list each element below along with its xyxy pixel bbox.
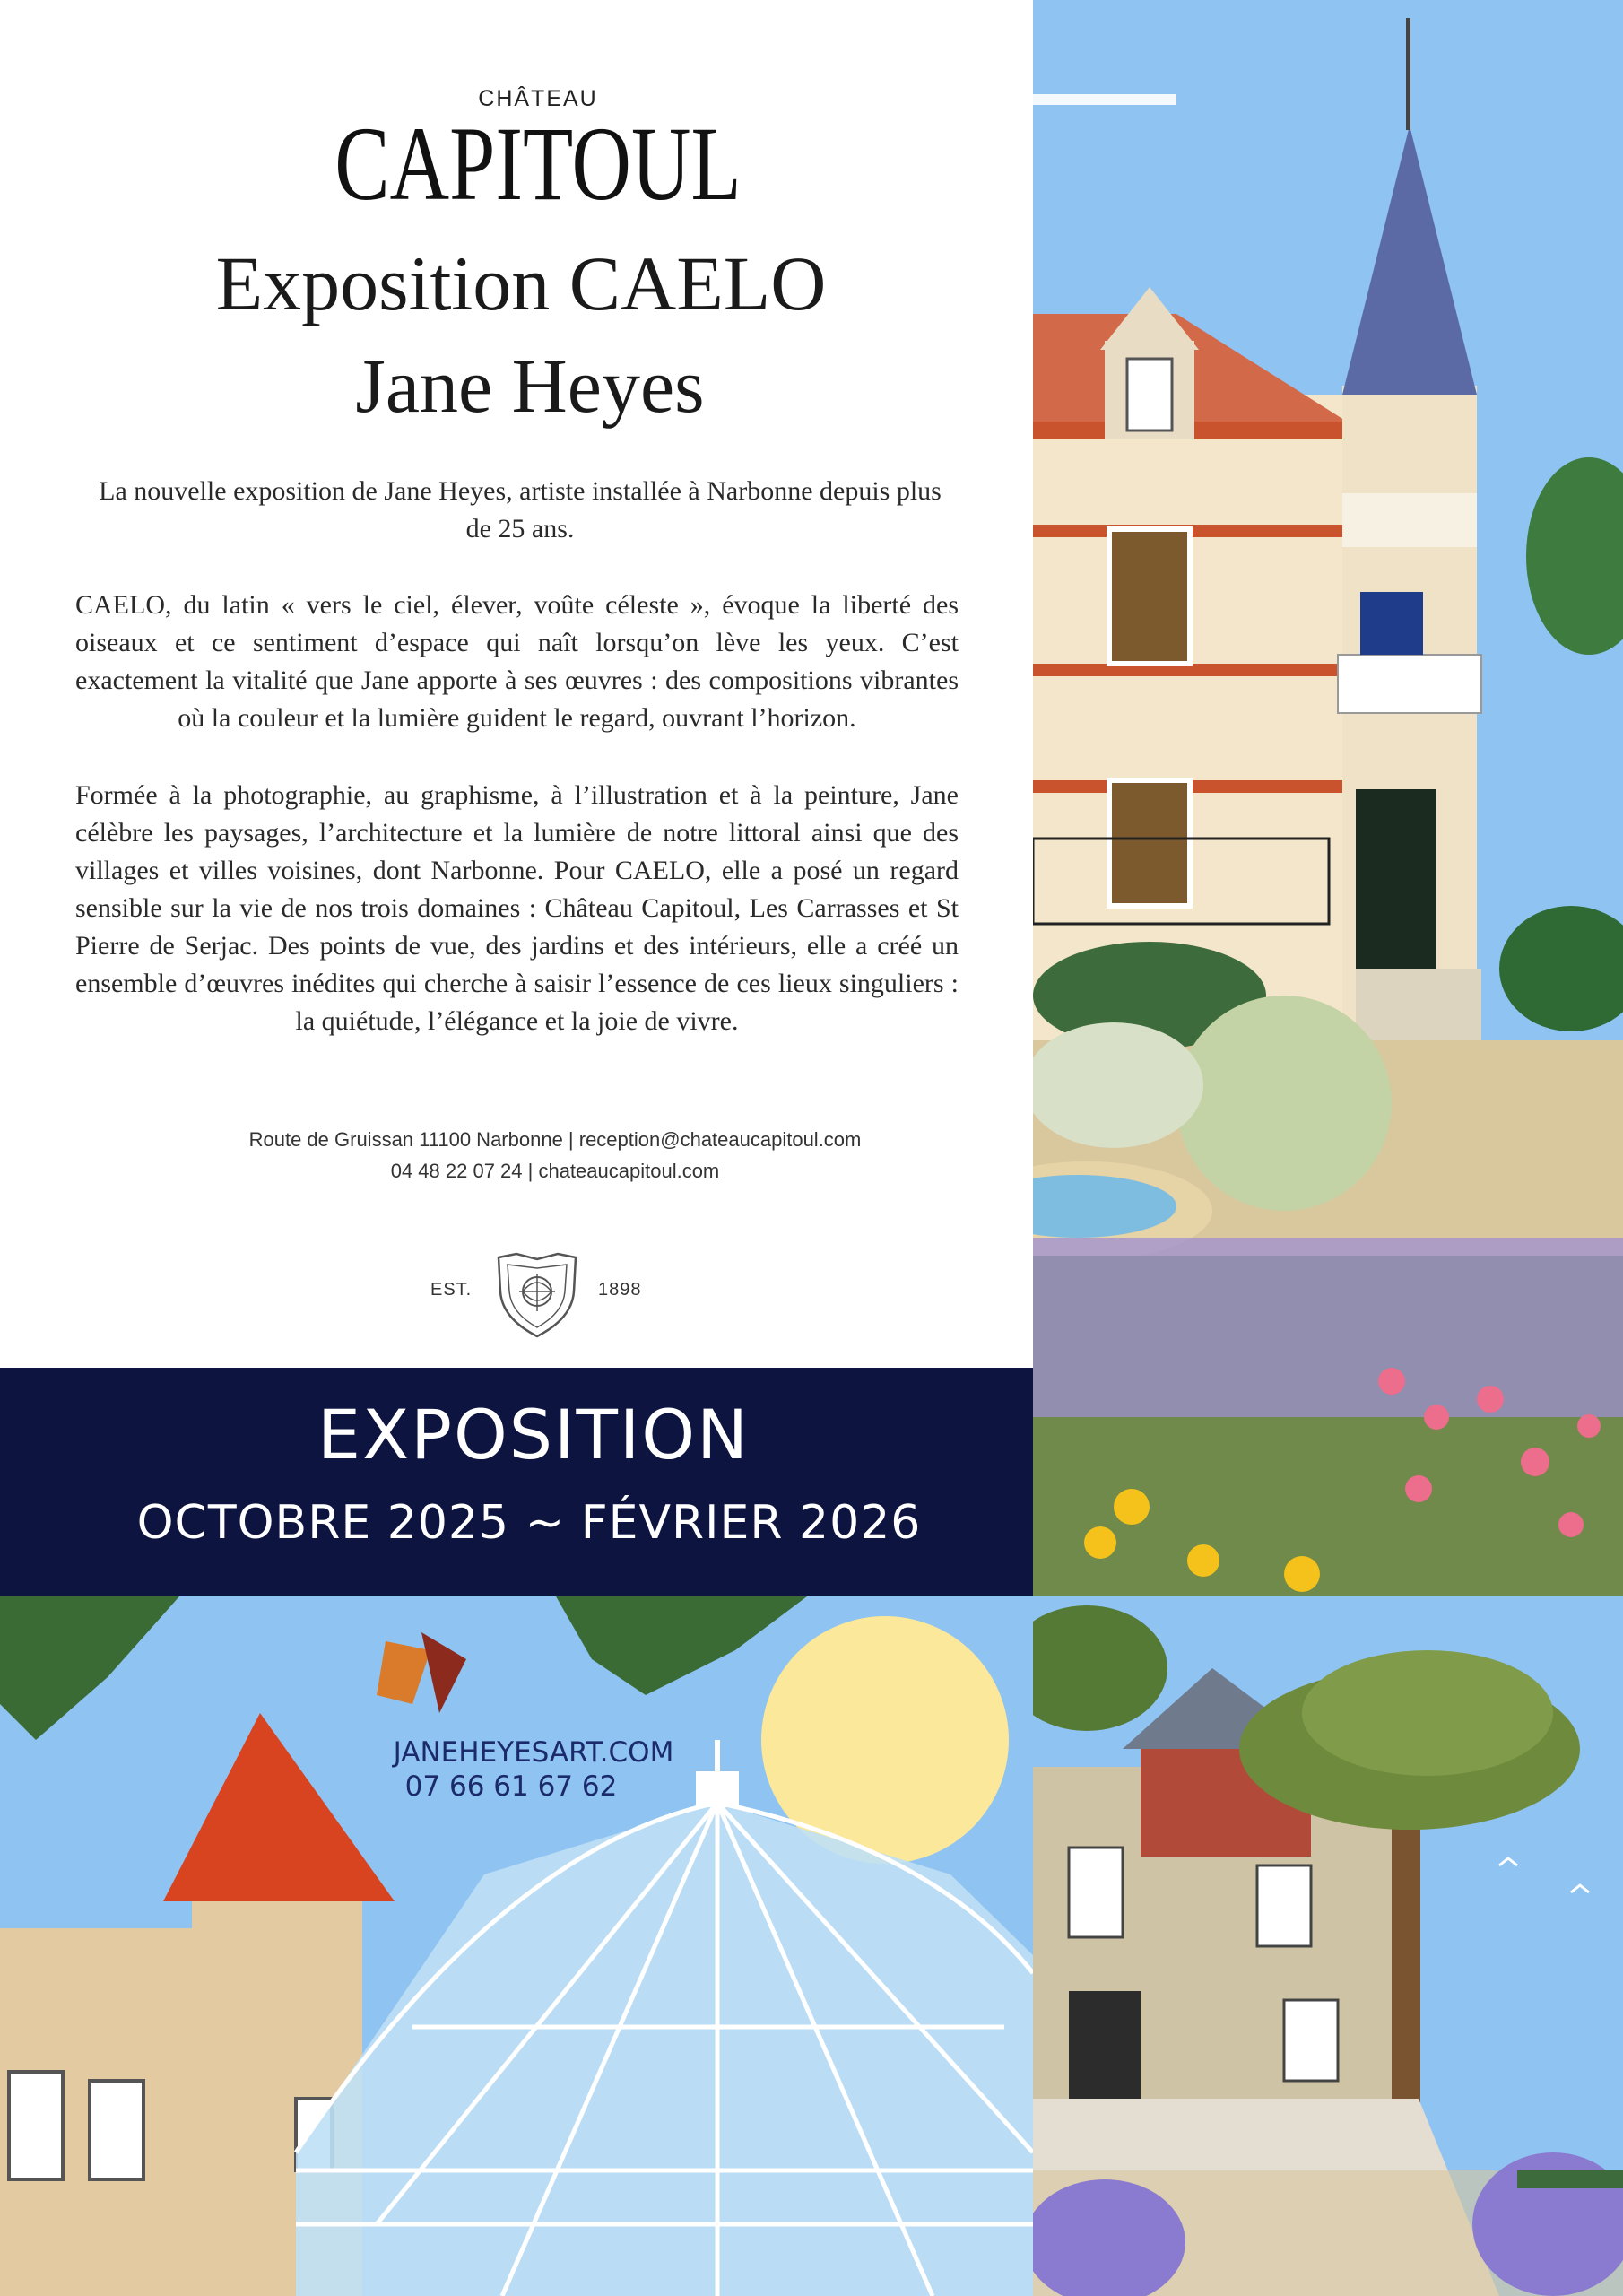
chateau-palm-illustration [1033,1596,1623,2296]
brand-chateau-label: CHÂTEAU [478,86,598,111]
crest-emblem-icon [490,1247,585,1342]
description-paragraph-2: Formée à la photographie, au graphisme, à l’illustration et à la peinture, Jane célèbre les paysages, l’architecture et la lumière de notre littoral ainsi que des villages et villes voisines, dont Narbonne. Pour CAELO, elle a posé un regard sensible sur la vie de nos trois domaines : Château Capitoul, Les Carrasses et St Pierre de Serjac. Des points de vue, des jardins et des intérieurs, elle a créé un ensemble d’œuvres inédites qui cherche à saisir l’essence de ces lieux singuliers : la quiétude, l’élégance et la joie de vivre. [75,780,959,1036]
artist-name: Jane Heyes [355,343,705,429]
greenhouse-tower-illustration [0,1596,1033,2296]
banner-dates: OCTOBRE 2025 ~ FÉVRIER 2026 [136,1496,922,1550]
chateau-garden-illustration [1033,0,1623,1596]
artist-website: JANEHEYESART.COM [393,1736,674,1769]
banner-title: EXPOSITION [317,1395,750,1474]
est-year: 1898 [598,1280,642,1300]
brand-capitoul-logo: CAPITOUL [334,105,742,222]
est-label: EST. [430,1280,473,1300]
description-paragraph-1: CAELO, du latin « vers le ciel, élever, voûte céleste », évoque la liberté des oiseaux et ce sentiment d’espace qui naît lorsqu’on lève les yeux. C’est exactement la vitalité que Jane apporte à ses œuvres : des compositions vibrantes où la couleur et la lumière guident le regard, ouvrant l’horizon. [75,590,959,733]
address-email-line: Route de Gruissan 11100 Narbonne | reception@chateaucapitoul.com [248,1128,862,1151]
phone-website-line: 04 48 22 07 24 | chateaucapitoul.com [390,1160,720,1182]
intro-text: La nouvelle exposition de Jane Heyes, artiste installée à Narbonne depuis plus de 25 ans. [99,476,942,544]
exhibition-title: Exposition CAELO [215,240,827,326]
artist-phone: 07 66 61 67 62 [404,1770,618,1803]
